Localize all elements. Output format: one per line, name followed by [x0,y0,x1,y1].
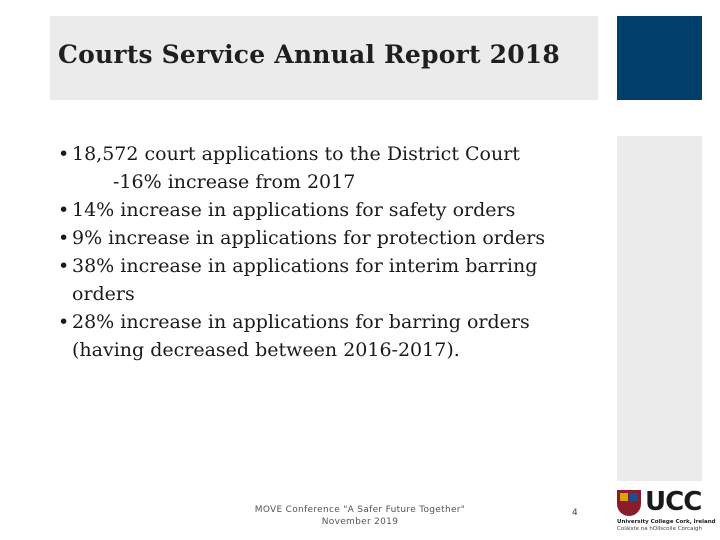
bullet-text: 14% increase in applications for safety orders [72,199,516,221]
crest-icon [617,490,641,516]
logo-subtitle-2: Coláiste na hOllscoile Corcaigh [617,526,702,532]
bullet-text: 18,572 court applications to the District Court [72,143,520,165]
page-number: 4 [572,508,578,518]
bullet-dot: • [58,143,70,165]
bullet-text: 28% increase in applications for barring orders [72,311,530,333]
bullet-text: 9% increase in applications for protection orders [72,227,546,249]
ucc-logo [617,487,717,535]
bullet-dot: • [58,311,70,333]
accent-block [617,16,702,100]
bullet-item-1 [58,140,598,168]
bullet-item-5-continued [58,336,598,364]
bullet-item-2 [58,196,598,224]
footer-line-1: MOVE Conference "A Safer Future Together" [254,505,466,515]
bullet-text: 38% increase in applications for interim barring [72,255,538,277]
bullet-dot: • [58,255,70,277]
footer-line-2: November 2019 [321,517,399,527]
slide-title: Courts Service Annual Report 2018 [58,40,560,69]
logo-wordmark: UCC [645,487,702,517]
bullet-item-5 [58,308,598,336]
footer-text [240,504,480,528]
logo-subtitle-1: University College Cork, Ireland [617,519,716,525]
bullet-item-4-continued [58,280,598,308]
bullet-text-continued: (having decreased between 2016-2017). [72,339,460,361]
bullet-item-3 [58,224,598,252]
bullet-text-continued: orders [72,283,135,305]
bullet-sub-item-1: -16% increase from 2017 [113,171,356,193]
side-panel [617,136,702,481]
bullet-dot: • [58,227,70,249]
bullet-item-4 [58,252,598,280]
bullet-dot: • [58,199,70,221]
bullet-list [58,140,598,364]
